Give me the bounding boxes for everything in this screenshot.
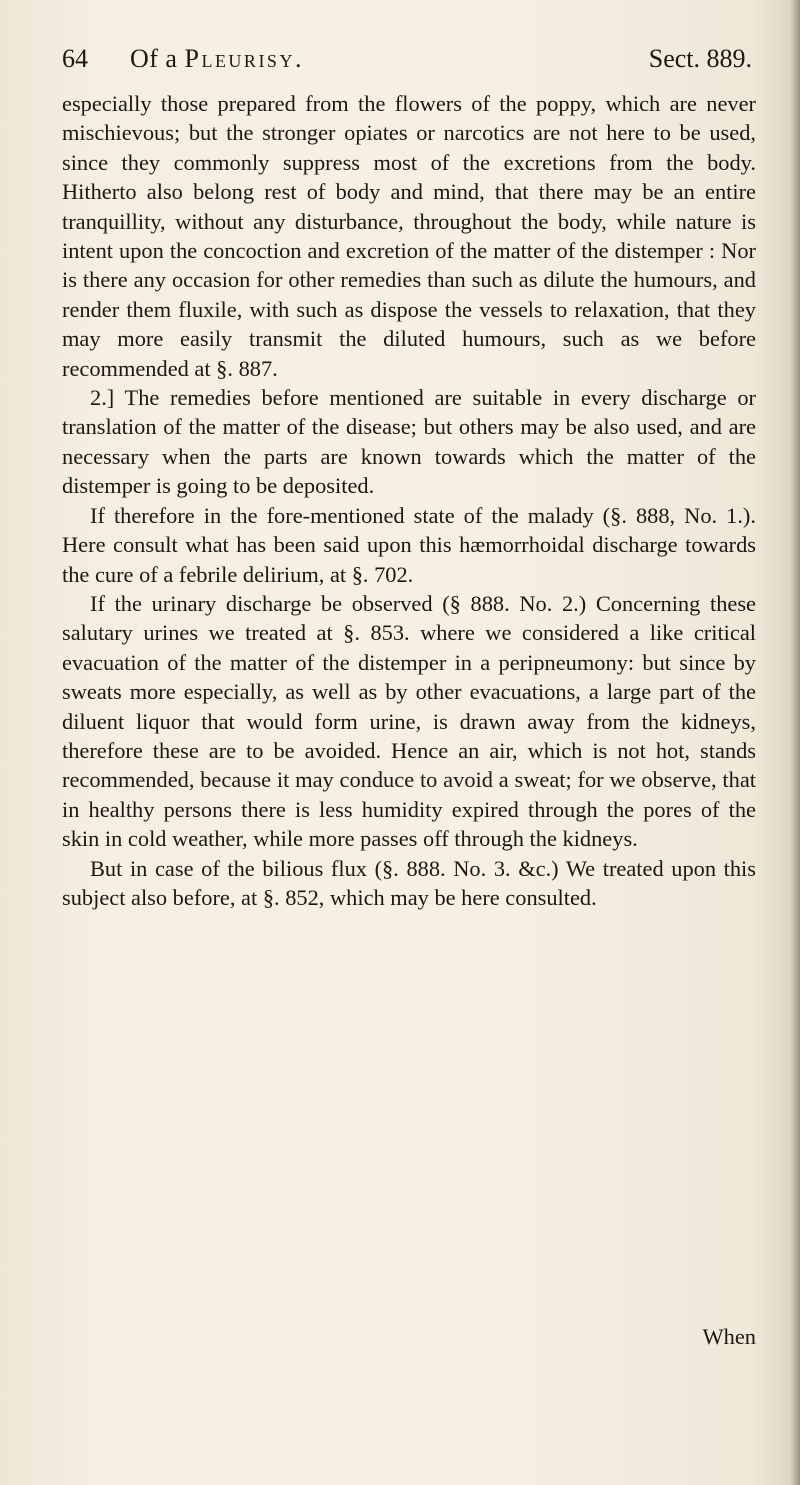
paragraph: 2.] The remedies before mentioned are suitable in every discharge or translation of the matter of the disease; but others may be also used, and are necessary when the parts are known towards which the matter of the distemper is going to be deposited. [62, 385, 756, 499]
page-edge-shadow [790, 0, 800, 1485]
paragraph: If the urinary discharge be observed (§ 888. No. 2.) Concerning these salutary urines we treated at §. 853. where we considered a like critical evacuation of the matter of the distemper in a peripneumony: but since by sweats more especially, as well as by other evacuations, a large part of the diluent liquor that would form urine, is drawn away from the kidneys, therefore these are to be avoided. Hence an air, which is not hot, stands recommended, because it may conduce to avoid a sweat; for we observe, that in healthy persons there is less humidity expired through the pores of the skin in cold weather, while more passes off through the kidneys. [62, 590, 756, 852]
page-number: 64 [62, 44, 88, 73]
paragraph: If therefore in the fore-mentioned state of the malady (§. 888, No. 1.). Here consult what has been said upon this hæmorrhoidal discharge towards the cure of a febrile delirium, at §. 702. [62, 502, 756, 587]
running-title-main: Pleurisy. [184, 44, 304, 73]
page-header [62, 44, 752, 84]
running-title-prefix: Of a [130, 44, 178, 73]
paragraph: especially those prepared from the flowers of the poppy, which are never mischievous; but the stronger opiates or narcotics are not here to be used, since they commonly suppress most of the excretions from the body. Hitherto also belong rest of body and mind, that there may be an entire tranquillity, without any disturbance, throughout the body, while nature is intent upon the concoction and excretion of the matter of the distemper : Nor is there any occasion for other remedies than such as dilute the humours, and render them fluxile, with such as dispose the vessels to relaxation, that they may more easily transmit the diluted humours, such as we before recommended at §. 887. [62, 91, 756, 381]
catchword: When [702, 1324, 756, 1349]
body-text [62, 89, 756, 912]
section-reference: Sect. 889. [648, 44, 752, 73]
running-title [130, 44, 304, 74]
paragraph: But in case of the bilious flux (§. 888. No. 3. &c.) We treated upon this subject also before, at §. 852, which may be here consulted. [62, 855, 756, 910]
